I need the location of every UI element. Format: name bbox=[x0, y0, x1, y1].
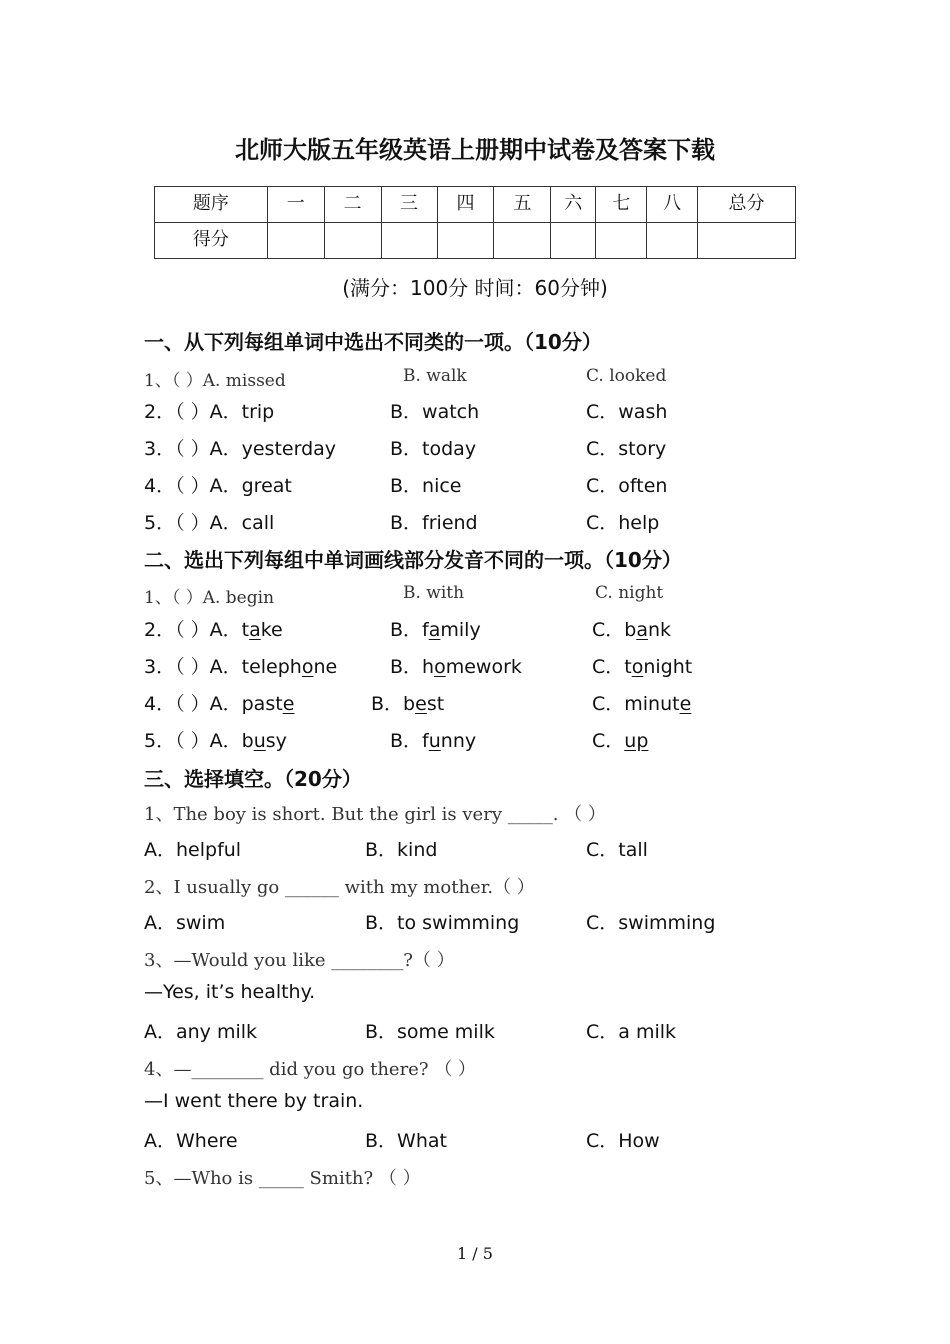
s2-q3-c: C．tonight bbox=[592, 656, 693, 678]
s2-q1-b: B. with bbox=[403, 583, 465, 603]
s3-q3-c: C．a milk bbox=[586, 1021, 677, 1043]
s1-q4-b: B．nice bbox=[390, 475, 462, 497]
s1-q5-b: B．friend bbox=[390, 512, 478, 534]
underlined-letter: a bbox=[636, 619, 648, 641]
s2-q1-a: 1、（ ）A. begin bbox=[144, 588, 275, 608]
s1-q3-a: 3．（ ）A．yesterday bbox=[144, 438, 337, 460]
s1-q1-b: B. walk bbox=[403, 366, 467, 386]
section1-heading: 一、从下列每组单词中选出不同类的一项。（10分） bbox=[144, 330, 602, 354]
score-table-header-row bbox=[155, 187, 796, 223]
s3-q4-a: A．Where bbox=[144, 1130, 238, 1152]
s3-q3-b: B．some milk bbox=[365, 1021, 495, 1043]
page-number: 1 / 5 bbox=[457, 1244, 493, 1263]
score-cell[interactable] bbox=[324, 223, 381, 259]
table-cell: 二 bbox=[324, 187, 381, 223]
section2-heading: 二、选出下列每组中单词画线部分发音不同的一项。（10分） bbox=[144, 548, 682, 572]
table-cell: 题序 bbox=[155, 187, 268, 223]
s2-q4-a: 4．（ ）A．paste bbox=[144, 693, 295, 715]
underlined-letter: e bbox=[415, 693, 427, 715]
score-cell[interactable] bbox=[381, 223, 437, 259]
s1-q4-a: 4．（ ）A．great bbox=[144, 475, 292, 497]
underlined-letter: a bbox=[249, 619, 261, 641]
s1-q5-c: C．help bbox=[586, 512, 660, 534]
score-table-score-row bbox=[155, 223, 796, 259]
s3-q4-c: C．How bbox=[586, 1130, 660, 1152]
table-cell: 六 bbox=[551, 187, 596, 223]
score-cell[interactable] bbox=[494, 223, 551, 259]
underlined-letter: e bbox=[282, 693, 295, 715]
table-cell: 一 bbox=[267, 187, 324, 223]
s3-q2-c: C．swimming bbox=[586, 912, 716, 934]
underlined-letter: up bbox=[624, 730, 649, 752]
score-table bbox=[154, 186, 796, 259]
s2-q2-c: C．bank bbox=[592, 619, 672, 641]
s3-q2-b: B．to swimming bbox=[365, 912, 520, 934]
s1-q2-c: C．wash bbox=[586, 401, 668, 423]
underlined-letter: u bbox=[253, 730, 266, 752]
table-cell: 总分 bbox=[698, 187, 796, 223]
score-cell[interactable] bbox=[647, 223, 698, 259]
s2-q5-a: 5．（ ）A．busy bbox=[144, 730, 287, 752]
score-cell[interactable] bbox=[698, 223, 796, 259]
s3-q1-a: A．helpful bbox=[144, 839, 242, 861]
underlined-letter: e bbox=[679, 693, 692, 715]
s1-q5-a: 5．（ ）A．call bbox=[144, 512, 275, 534]
s2-q1-c: C. night bbox=[595, 583, 664, 603]
s3-q2-stem: 2、I usually go ______ with my mother.（ ） bbox=[144, 877, 535, 898]
s1-q1-c: C. looked bbox=[586, 366, 667, 386]
s2-q5-b: B．funny bbox=[390, 730, 477, 752]
underlined-letter: o bbox=[301, 656, 314, 678]
s3-q4-b: B．What bbox=[365, 1130, 447, 1152]
score-cell[interactable] bbox=[596, 223, 647, 259]
s1-q1-a: 1、（ ）A. missed bbox=[144, 371, 286, 391]
score-cell[interactable] bbox=[267, 223, 324, 259]
table-cell: 得分 bbox=[155, 223, 268, 259]
exam-info: (满分：100分 时间：60分钟) bbox=[342, 276, 608, 300]
s1-q2-b: B．watch bbox=[390, 401, 480, 423]
s2-q2-b: B．family bbox=[390, 619, 481, 641]
s3-q4-reply: —I went there by train. bbox=[144, 1090, 364, 1112]
s2-q5-c: C．up bbox=[592, 730, 649, 752]
s1-q3-b: B．today bbox=[390, 438, 477, 460]
s2-q3-b: B．homework bbox=[390, 656, 522, 678]
s1-q2-a: 2．（ ）A．trip bbox=[144, 401, 275, 423]
score-cell[interactable] bbox=[551, 223, 596, 259]
underlined-letter: o bbox=[631, 656, 644, 678]
s2-q4-c: C．minute bbox=[592, 693, 692, 715]
s2-q2-a: 2．（ ）A．take bbox=[144, 619, 283, 641]
s3-q1-stem: 1、The boy is short. But the girl is very _____. （ ） bbox=[144, 804, 606, 825]
s1-q4-c: C．often bbox=[586, 475, 668, 497]
s3-q5-stem: 5、—Who is _____ Smith? （ ） bbox=[144, 1168, 421, 1189]
table-cell: 三 bbox=[381, 187, 437, 223]
table-cell: 七 bbox=[596, 187, 647, 223]
section3-heading: 三、选择填空。（20分） bbox=[144, 767, 362, 791]
s3-q3-stem: 3、—Would you like ________?（ ） bbox=[144, 950, 455, 971]
underlined-letter: u bbox=[428, 730, 441, 752]
score-cell[interactable] bbox=[437, 223, 494, 259]
s3-q3-reply: —Yes, it’s healthy. bbox=[144, 981, 316, 1003]
s2-q3-a: 3．（ ）A．telephone bbox=[144, 656, 338, 678]
s3-q2-a: A．swim bbox=[144, 912, 226, 934]
table-cell: 八 bbox=[647, 187, 698, 223]
underlined-letter: a bbox=[428, 619, 441, 641]
s3-q1-b: B．kind bbox=[365, 839, 438, 861]
s3-q3-a: A．any milk bbox=[144, 1021, 258, 1043]
underlined-letter: o bbox=[434, 656, 446, 678]
table-cell: 五 bbox=[494, 187, 551, 223]
table-cell: 四 bbox=[437, 187, 494, 223]
s3-q4-stem: 4、—________ did you go there? （ ） bbox=[144, 1059, 476, 1080]
page-title: 北师大版五年级英语上册期中试卷及答案下载 bbox=[235, 136, 715, 164]
s1-q3-c: C．story bbox=[586, 438, 667, 460]
s3-q1-c: C．tall bbox=[586, 839, 648, 861]
s2-q4-b: B．best bbox=[371, 693, 445, 715]
